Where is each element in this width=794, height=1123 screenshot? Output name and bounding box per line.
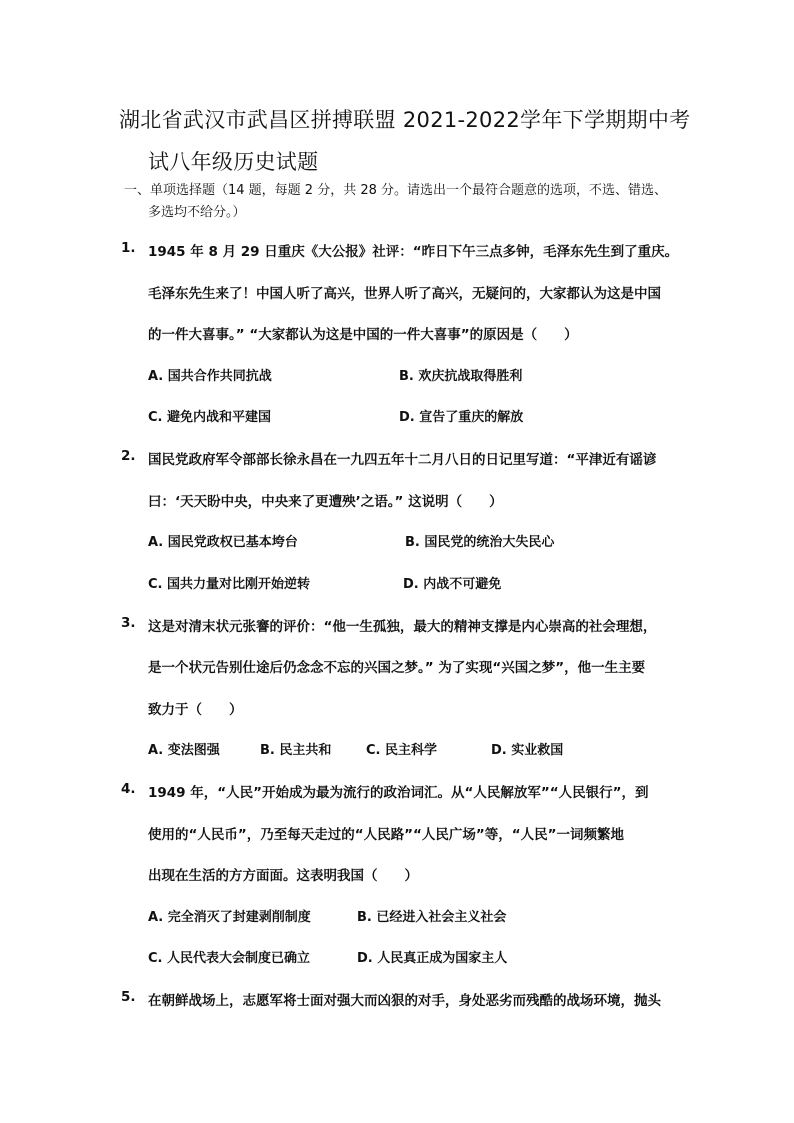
question-2-line-1: 国民党政府军令部部长徐永昌在一九四五年十二月八日的日记里写道：“平津近有谣谚 bbox=[148, 452, 657, 468]
question-4-option-d[interactable]: D. 人民真正成为国家主人 bbox=[357, 951, 508, 966]
question-4-option-c[interactable]: C. 人民代表大会制度已确立 bbox=[148, 951, 311, 966]
section-heading-line-1: 一、单项选择题（14 题，每题 2 分，共 28 分。请选出一个最符合题意的选项，不选、错选、 bbox=[124, 183, 668, 198]
question-4-option-b[interactable]: B. 已经进入社会主义社会 bbox=[357, 910, 507, 925]
question-1-option-b[interactable]: B. 欢庆抗战取得胜利 bbox=[399, 369, 523, 384]
question-4-option-a[interactable]: A. 完全消灭了封建剥削制度 bbox=[148, 910, 311, 925]
question-4-line-2: 使用的“人民币”，乃至每天走过的“人民路”“人民广场”等，“人民”一词频繁地 bbox=[148, 827, 624, 843]
question-3-option-c[interactable]: C. 民主科学 bbox=[366, 743, 438, 758]
question-3-line-1: 这是对清末状元张謇的评价：“他一生孤独，最大的精神支撑是内心崇高的社会理想， bbox=[148, 619, 657, 635]
question-1-option-c[interactable]: C. 避免内战和平建国 bbox=[148, 410, 272, 425]
question-2-option-b[interactable]: B. 国民党的统治大失民心 bbox=[405, 535, 555, 550]
question-3-line-2: 是一个状元告别仕途后仍念念不忘的兴国之梦。” 为了实现“兴国之梦”，他一生主要 bbox=[148, 660, 646, 676]
question-1-line-3: 的一件大喜事。” “大家都认为这是中国的一件大喜事”的原因是（ ） bbox=[148, 327, 578, 343]
section-heading bbox=[124, 180, 684, 224]
question-4-line-3: 出现在生活的方方面面。这表明我国（ ） bbox=[148, 868, 418, 884]
question-3-number: 3. bbox=[121, 615, 136, 631]
question-1-line-2: 毛泽东先生来了！中国人听了高兴，世界人听了高兴，无疑问的，大家都认为这是中国 bbox=[148, 286, 661, 302]
question-4-line-1: 1949 年，“人民”开始成为最为流行的政治词汇。从“人民解放军”“人民银行”，到 bbox=[148, 785, 649, 801]
question-1-line-1: 1945 年 8 月 29 日重庆《大公报》社评：“昨日下午三点多钟，毛泽东先生到了重庆。 bbox=[148, 244, 679, 260]
question-3-option-b[interactable]: B. 民主共和 bbox=[260, 743, 332, 758]
question-4-number: 4. bbox=[121, 781, 136, 797]
question-1-option-d[interactable]: D. 宣告了重庆的解放 bbox=[399, 410, 524, 425]
question-2-option-d[interactable]: D. 内战不可避免 bbox=[403, 577, 502, 592]
question-2-option-c[interactable]: C. 国共力量对比刚开始逆转 bbox=[148, 577, 311, 592]
question-3-option-a[interactable]: A. 变法图强 bbox=[148, 743, 220, 758]
question-2-line-2: 曰：‘天天盼中央，中央来了更遭殃’之语。” 这说明（ ） bbox=[148, 494, 503, 510]
question-5-number: 5. bbox=[121, 989, 136, 1005]
question-3-line-3: 致力于（ ） bbox=[148, 702, 243, 718]
question-2-option-a[interactable]: A. 国民党政权已基本垮台 bbox=[148, 535, 298, 550]
question-1-option-a[interactable]: A. 国共合作共同抗战 bbox=[148, 369, 272, 384]
question-5-line-1: 在朝鲜战场上，志愿军将士面对强大而凶狠的对手，身处恶劣而残酷的战场环境，抛头 bbox=[148, 993, 661, 1009]
section-heading-line-2: 多选均不给分。） bbox=[148, 205, 246, 220]
document-title-line-2: 试八年级历史试题 bbox=[148, 150, 319, 174]
question-2-number: 2. bbox=[121, 448, 136, 464]
question-1-number: 1. bbox=[121, 240, 136, 256]
question-3-option-d[interactable]: D. 实业救国 bbox=[491, 743, 564, 758]
document-title-line-1: 湖北省武汉市武昌区拼搏联盟 2021-2022学年下学期期中考 bbox=[119, 108, 691, 132]
